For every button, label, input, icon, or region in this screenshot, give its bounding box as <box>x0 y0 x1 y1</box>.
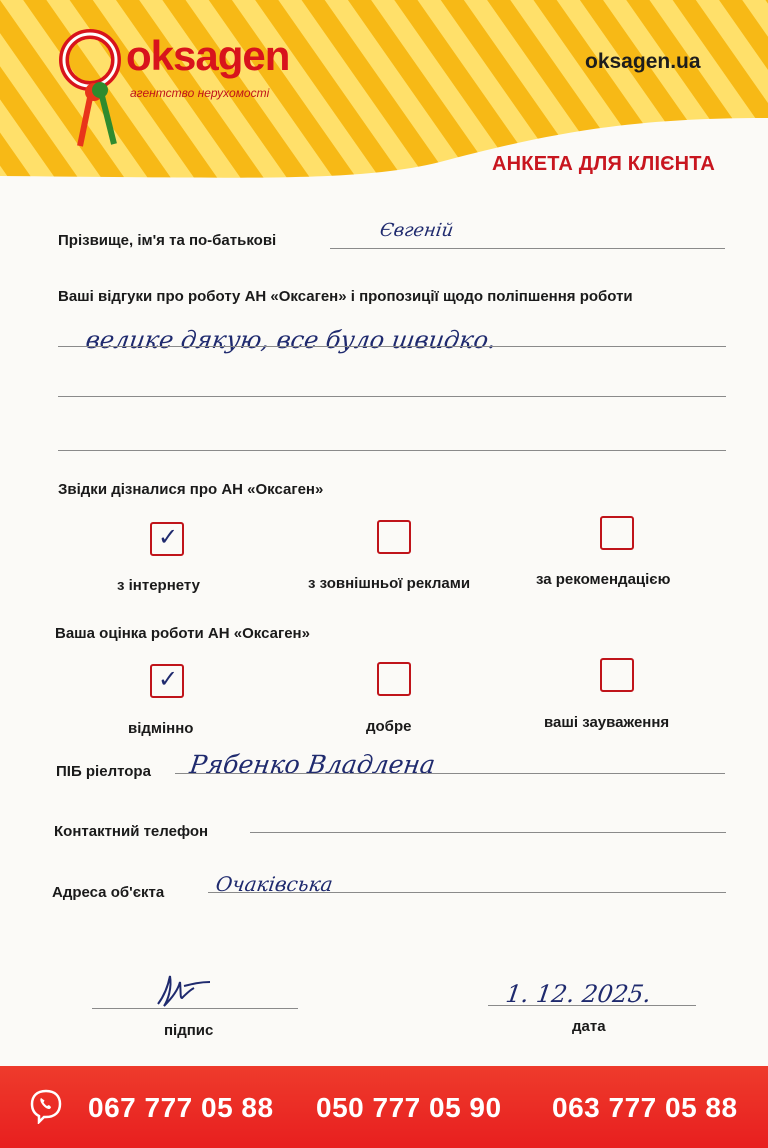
realtor-value[interactable]: Рябенко Владлена <box>187 750 437 779</box>
name-label: Прізвище, ім'я та по-батькові <box>58 232 277 249</box>
phone-number-1[interactable]: 067 777 05 88 <box>88 1092 274 1123</box>
footer-contacts <box>0 1066 768 1148</box>
logo-subtitle: агентство нерухомості <box>130 86 270 100</box>
website-link[interactable]: oksagen.ua <box>585 50 701 73</box>
feedback-label: Ваші відгуки про роботу АН «Оксаген» і пропозиції щодо поліпшення роботи <box>58 288 633 305</box>
option-recommendation-label: за рекомендацією <box>536 571 671 588</box>
checkbox-excellent[interactable] <box>150 664 184 698</box>
logo-text: oksagen <box>126 32 290 79</box>
feedback-value[interactable]: велике дякую, все було швидко. <box>84 326 498 354</box>
rating-question: Ваша оцінка роботи АН «Оксаген» <box>55 625 310 642</box>
option-internet-label: з інтернету <box>117 577 200 594</box>
option-excellent-label: відмінно <box>128 720 194 737</box>
feedback-line-2 <box>58 396 726 397</box>
signature-label: підпис <box>164 1022 214 1039</box>
company-logo <box>56 26 316 156</box>
checkbox-good[interactable] <box>377 662 411 696</box>
date-line <box>488 1005 696 1006</box>
address-label: Адреса об'єкта <box>52 884 165 901</box>
feedback-line-3 <box>58 450 726 451</box>
name-line <box>330 248 725 249</box>
date-label: дата <box>572 1018 606 1035</box>
signature-line <box>92 1008 298 1009</box>
phone-label: Контактний телефон <box>54 823 209 840</box>
address-value[interactable]: Очаківська <box>214 872 335 896</box>
checkbox-internet[interactable] <box>150 522 184 556</box>
realtor-label: ПІБ ріелтора <box>56 763 151 780</box>
option-outdoor-ads-label: з зовнішньої реклами <box>308 575 471 592</box>
check-mark-icon: ✓ <box>158 523 179 551</box>
checkbox-recommendation[interactable] <box>600 516 634 550</box>
option-good-label: добре <box>366 718 412 735</box>
name-value[interactable]: Євгеній <box>378 220 455 241</box>
viber-phone-icon <box>28 1088 64 1124</box>
phone-number-3[interactable]: 063 777 05 88 <box>552 1092 738 1123</box>
checkbox-remarks[interactable] <box>600 658 634 692</box>
address-line <box>208 892 726 893</box>
checkbox-outdoor-ads[interactable] <box>377 520 411 554</box>
date-value[interactable]: 1. 12. 2025. <box>504 980 653 1008</box>
feedback-line-1 <box>58 346 726 347</box>
option-remarks-label: ваші зауваження <box>544 714 670 731</box>
check-mark-icon: ✓ <box>158 665 179 693</box>
realtor-line <box>175 773 725 774</box>
header <box>0 0 768 200</box>
form-title: АНКЕТА ДЛЯ КЛІЄНТА <box>492 153 716 175</box>
phone-number-2[interactable]: 050 777 05 90 <box>316 1092 502 1123</box>
phone-line <box>250 832 726 833</box>
source-question: Звідки дізналися про АН «Оксаген» <box>58 481 324 498</box>
